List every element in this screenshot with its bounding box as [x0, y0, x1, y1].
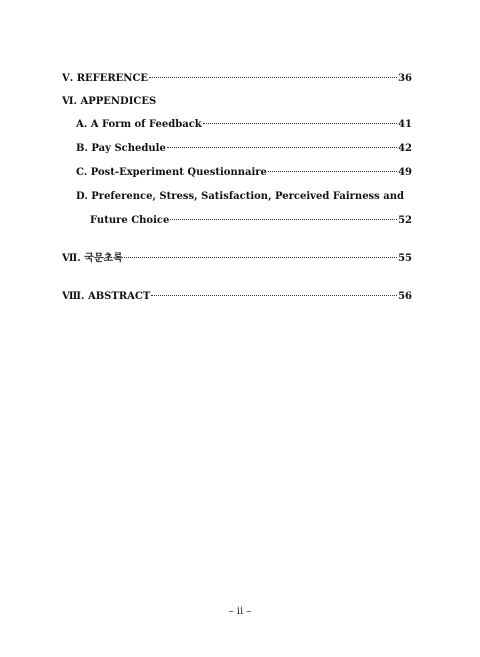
- dot-leader: [167, 147, 397, 148]
- dot-leader: [149, 77, 397, 78]
- toc-entry-label: Ⅶ. 국문초록: [62, 253, 123, 264]
- toc-entry-label: C. Post-Experiment Questionnaire: [76, 167, 267, 178]
- toc-entry-label: D. Preference, Stress, Satisfaction, Perceived Fairness and: [76, 191, 405, 202]
- toc-entry-appendix-c[interactable]: [62, 166, 412, 180]
- dot-leader: [170, 219, 397, 220]
- toc-entry-abstract[interactable]: [62, 290, 412, 304]
- toc-entry-label: Future Choice: [90, 215, 170, 226]
- dot-leader: [268, 171, 397, 172]
- dot-leader: [151, 295, 397, 296]
- toc-entry-page: 36: [398, 73, 412, 84]
- toc-entry-appendix-b[interactable]: [62, 142, 412, 156]
- dot-leader: [124, 257, 397, 258]
- toc-entry-label: Ⅴ. REFERENCE: [62, 73, 149, 84]
- toc-entry-appendices[interactable]: [62, 95, 412, 109]
- page-number-footer: – ii –: [228, 606, 252, 617]
- toc-entry-page: 42: [398, 143, 412, 154]
- toc-entry-reference[interactable]: [62, 72, 412, 86]
- toc-entry-page: 41: [398, 119, 412, 130]
- table-of-contents: [62, 72, 412, 304]
- toc-entry-label: Ⅵ. APPENDICES: [62, 96, 157, 107]
- toc-entry-appendix-d[interactable]: [62, 190, 412, 204]
- toc-entry-page: 52: [398, 215, 412, 226]
- toc-entry-page: 49: [398, 167, 412, 178]
- toc-entry-label: Ⅷ. ABSTRACT: [62, 291, 151, 302]
- toc-entry-appendix-a[interactable]: [62, 118, 412, 132]
- dot-leader: [203, 123, 397, 124]
- toc-entry-korean-abstract[interactable]: [62, 252, 412, 266]
- toc-entry-label: B. Pay Schedule: [76, 143, 166, 154]
- toc-entry-page: 56: [398, 291, 412, 302]
- toc-entry-page: 55: [398, 253, 412, 264]
- toc-entry-label: A. A Form of Feedback: [76, 119, 202, 130]
- toc-entry-appendix-d-continued[interactable]: [62, 214, 412, 228]
